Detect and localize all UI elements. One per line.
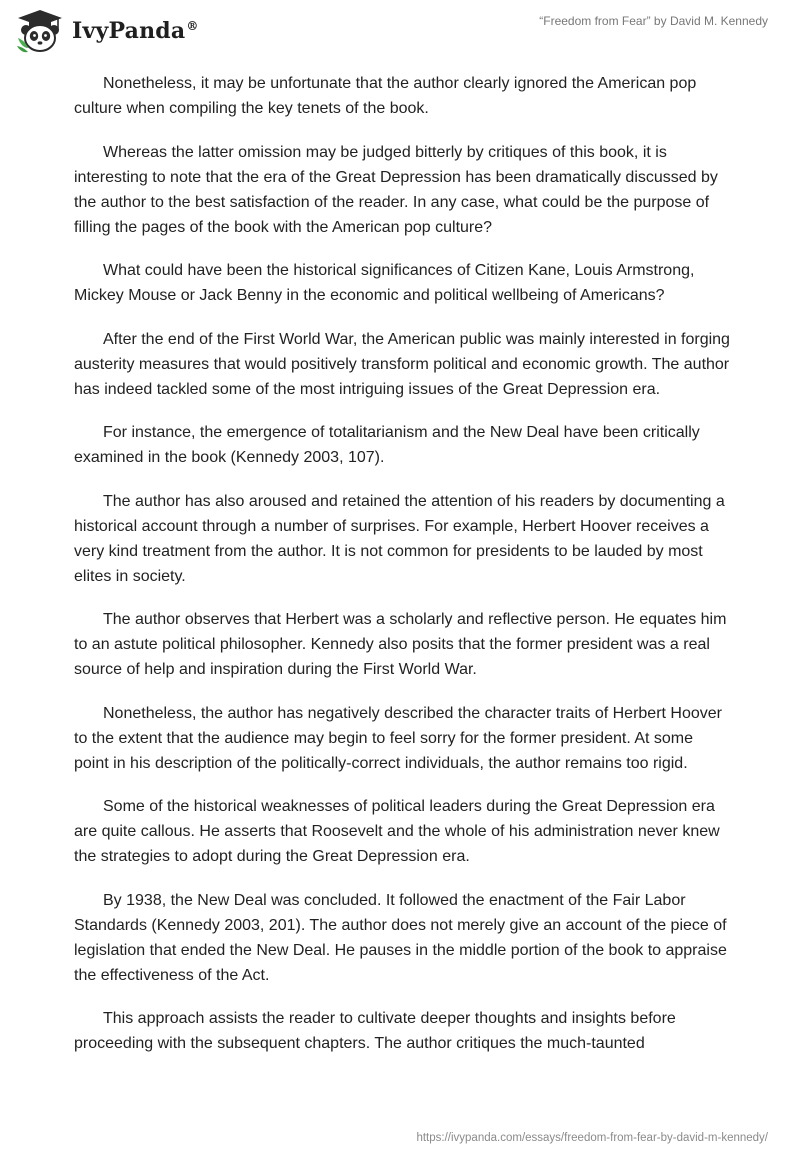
paragraph: By 1938, the New Deal was concluded. It followed the enactment of the Fair Labor Standards (Kennedy 2003, 201). The author does not merely give an account of the piece of legislation that ended the New Deal. He pauses in the middle portion of the book to appraise the effectiveness of the Act. (74, 891, 727, 984)
source-url-link[interactable]: https://ivypanda.com/essays/freedom-from-fear-by-david-m-kennedy/ (416, 1132, 768, 1144)
paragraph: After the end of the First World War, the American public was mainly interested in forging austerity measures that would positively transform political and economic growth. The author has indeed tackled some of the most intriguing issues of the Great Depression era. (74, 330, 730, 398)
paragraph: The author has also aroused and retained the attention of his readers by documenting a historical account through a number of surprises. For example, Herbert Hoover receives a very kind treatment from the author. It is not common for presidents to be lauded by most elites in society. (74, 492, 725, 585)
paragraph: This approach assists the reader to cultivate deeper thoughts and insights before proceeding with the subsequent chapters. The author critiques the much-taunted (74, 1010, 676, 1052)
logo-text: IvyPanda® (72, 18, 199, 44)
document-title: “Freedom from Fear” by David M. Kennedy (539, 14, 768, 28)
paragraph: Nonetheless, it may be unfortunate that the author clearly ignored the American pop culture when compiling the key tenets of the book. (74, 75, 697, 117)
page-header (0, 0, 800, 64)
paragraph: Whereas the latter omission may be judged bitterly by critiques of this book, it is interesting to note that the era of the Great Depression has been dramatically discussed by the author to the best satisfaction of the reader. In any case, what could be the purpose of filling the pages of the book with the American pop culture? (74, 143, 718, 236)
panda-graduate-icon (14, 8, 66, 54)
ivypanda-logo[interactable] (14, 8, 199, 54)
paragraph: What could have been the historical significances of Citizen Kane, Louis Armstrong, Mickey Mouse or Jack Benny in the economic and political wellbeing of Americans? (74, 262, 695, 304)
essay-body (74, 71, 730, 1075)
paragraph: Some of the historical weaknesses of political leaders during the Great Depression era are quite callous. He asserts that Roosevelt and the whole of his administration never knew the strategies to adopt during the Great Depression era. (74, 798, 720, 865)
paragraph: The author observes that Herbert was a scholarly and reflective person. He equates him to an astute political philosopher. Kennedy also posits that the former president was a real source of help and inspiration during the First World War. (74, 611, 727, 678)
paragraph: For instance, the emergence of totalitarianism and the New Deal have been critically examined in the book (Kennedy 2003, 107). (74, 424, 700, 466)
paragraph: Nonetheless, the author has negatively described the character traits of Herbert Hoover to the extent that the audience may begin to feel sorry for the former president. At some point in his description of the politically-correct individuals, the author remains too rigid. (74, 704, 722, 772)
